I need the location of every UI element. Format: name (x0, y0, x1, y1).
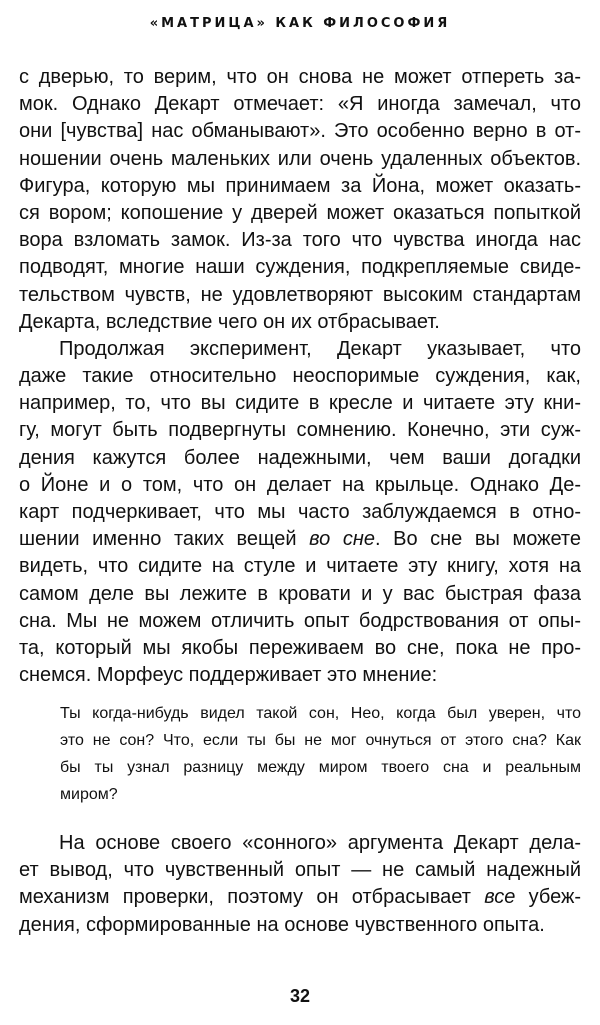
block-quote (60, 700, 581, 808)
text-line: самом деле вы лежите в кровати и у вас быстрая фаза (19, 582, 581, 605)
italic-emphasis: все (484, 886, 516, 909)
text-line: та, который мы якобы переживаем во сне, пока не про- (19, 636, 581, 659)
text-segment: механизм проверки, поэтому он отбрасывает (19, 886, 485, 909)
text-line: мок. Однако Декарт отмечает: «Я иногда замечал, что (19, 93, 581, 116)
text-line: например, то, что вы сидите в кресле и читаете эту кни- (19, 392, 581, 415)
text-line: о Йоне и о том, что он делает на крыльце. Однако Де- (19, 473, 581, 496)
paragraph-start-line: Продолжая эксперимент, Декарт указывает, что (59, 337, 581, 360)
main-text-block (19, 64, 581, 689)
text-line: вора взломать замок. Из-за того что чувства иногда нас (19, 229, 581, 252)
text-line: видеть, что сидите на стуле и читаете эту книгу, хотя на (19, 555, 581, 578)
text-line: ет вывод, что чувственный опыт — не самый надежный (19, 859, 581, 882)
text-line: даже такие относительно неоспоримые суждения, как, (19, 365, 581, 388)
page-number: 32 (289, 986, 311, 1006)
text-segment: убеж- (515, 886, 582, 909)
text-line: тельством чувств, не удовлетворяют высоким стандартам (19, 283, 581, 306)
text-line: снемся. Морфеус поддерживает это мнение: (19, 664, 438, 687)
text-line: ся вором; копошение у дверей может оказаться попыткой (19, 201, 581, 224)
text-line-with-italic (19, 884, 581, 911)
quote-line: это не сон? Что, если ты бы не мог очнуться от этого сна? Как (60, 732, 581, 749)
text-line: Декарта, вследствие чего он их отбрасывает. (19, 310, 440, 333)
quote-line: Ты когда-нибудь видел такой сон, Нео, когда был уверен, что (60, 705, 581, 722)
text-line: карт подчеркивает, что мы часто заблуждаемся в отно- (19, 501, 581, 523)
text-segment: шении именно таких вещей (19, 528, 310, 551)
text-line: сна. Мы не можем отличить опыт бодрствования от опы- (19, 609, 581, 632)
text-line: ношении очень маленьких или очень удаленных объектов. (19, 147, 581, 170)
italic-emphasis: во сне (309, 528, 375, 551)
text-line: дения кажутся более надежными, чем ваши догадки (19, 446, 581, 469)
text-line: подводят, многие наши суждения, подкрепляемые свиде- (19, 256, 581, 279)
text-line: они [чувства] нас обманывают». Это особенно верно в от- (19, 120, 581, 143)
closing-text-block (19, 830, 581, 939)
running-head: «МАТРИЦА» КАК ФИЛОСОФИЯ (149, 16, 451, 31)
text-line-with-italic (19, 526, 581, 553)
text-line: Фигура, которую мы принимаем за Йона, может оказать- (19, 174, 581, 197)
text-segment: . Во сне вы можете (374, 528, 581, 551)
text-line: с дверью, то верим, что он снова не может отпереть за- (19, 66, 581, 88)
quote-line: миром? (60, 786, 118, 803)
paragraph-start-line: На основе своего «сонного» аргумента Декарт дела- (59, 832, 581, 854)
text-line: гу, могут быть подвергнуты сомнению. Конечно, эти суж- (19, 419, 581, 442)
quote-line: бы ты узнал разницу между миром твоего сна и реальным (60, 759, 581, 776)
text-line: дения, сформированные на основе чувственного опыта. (19, 913, 545, 936)
